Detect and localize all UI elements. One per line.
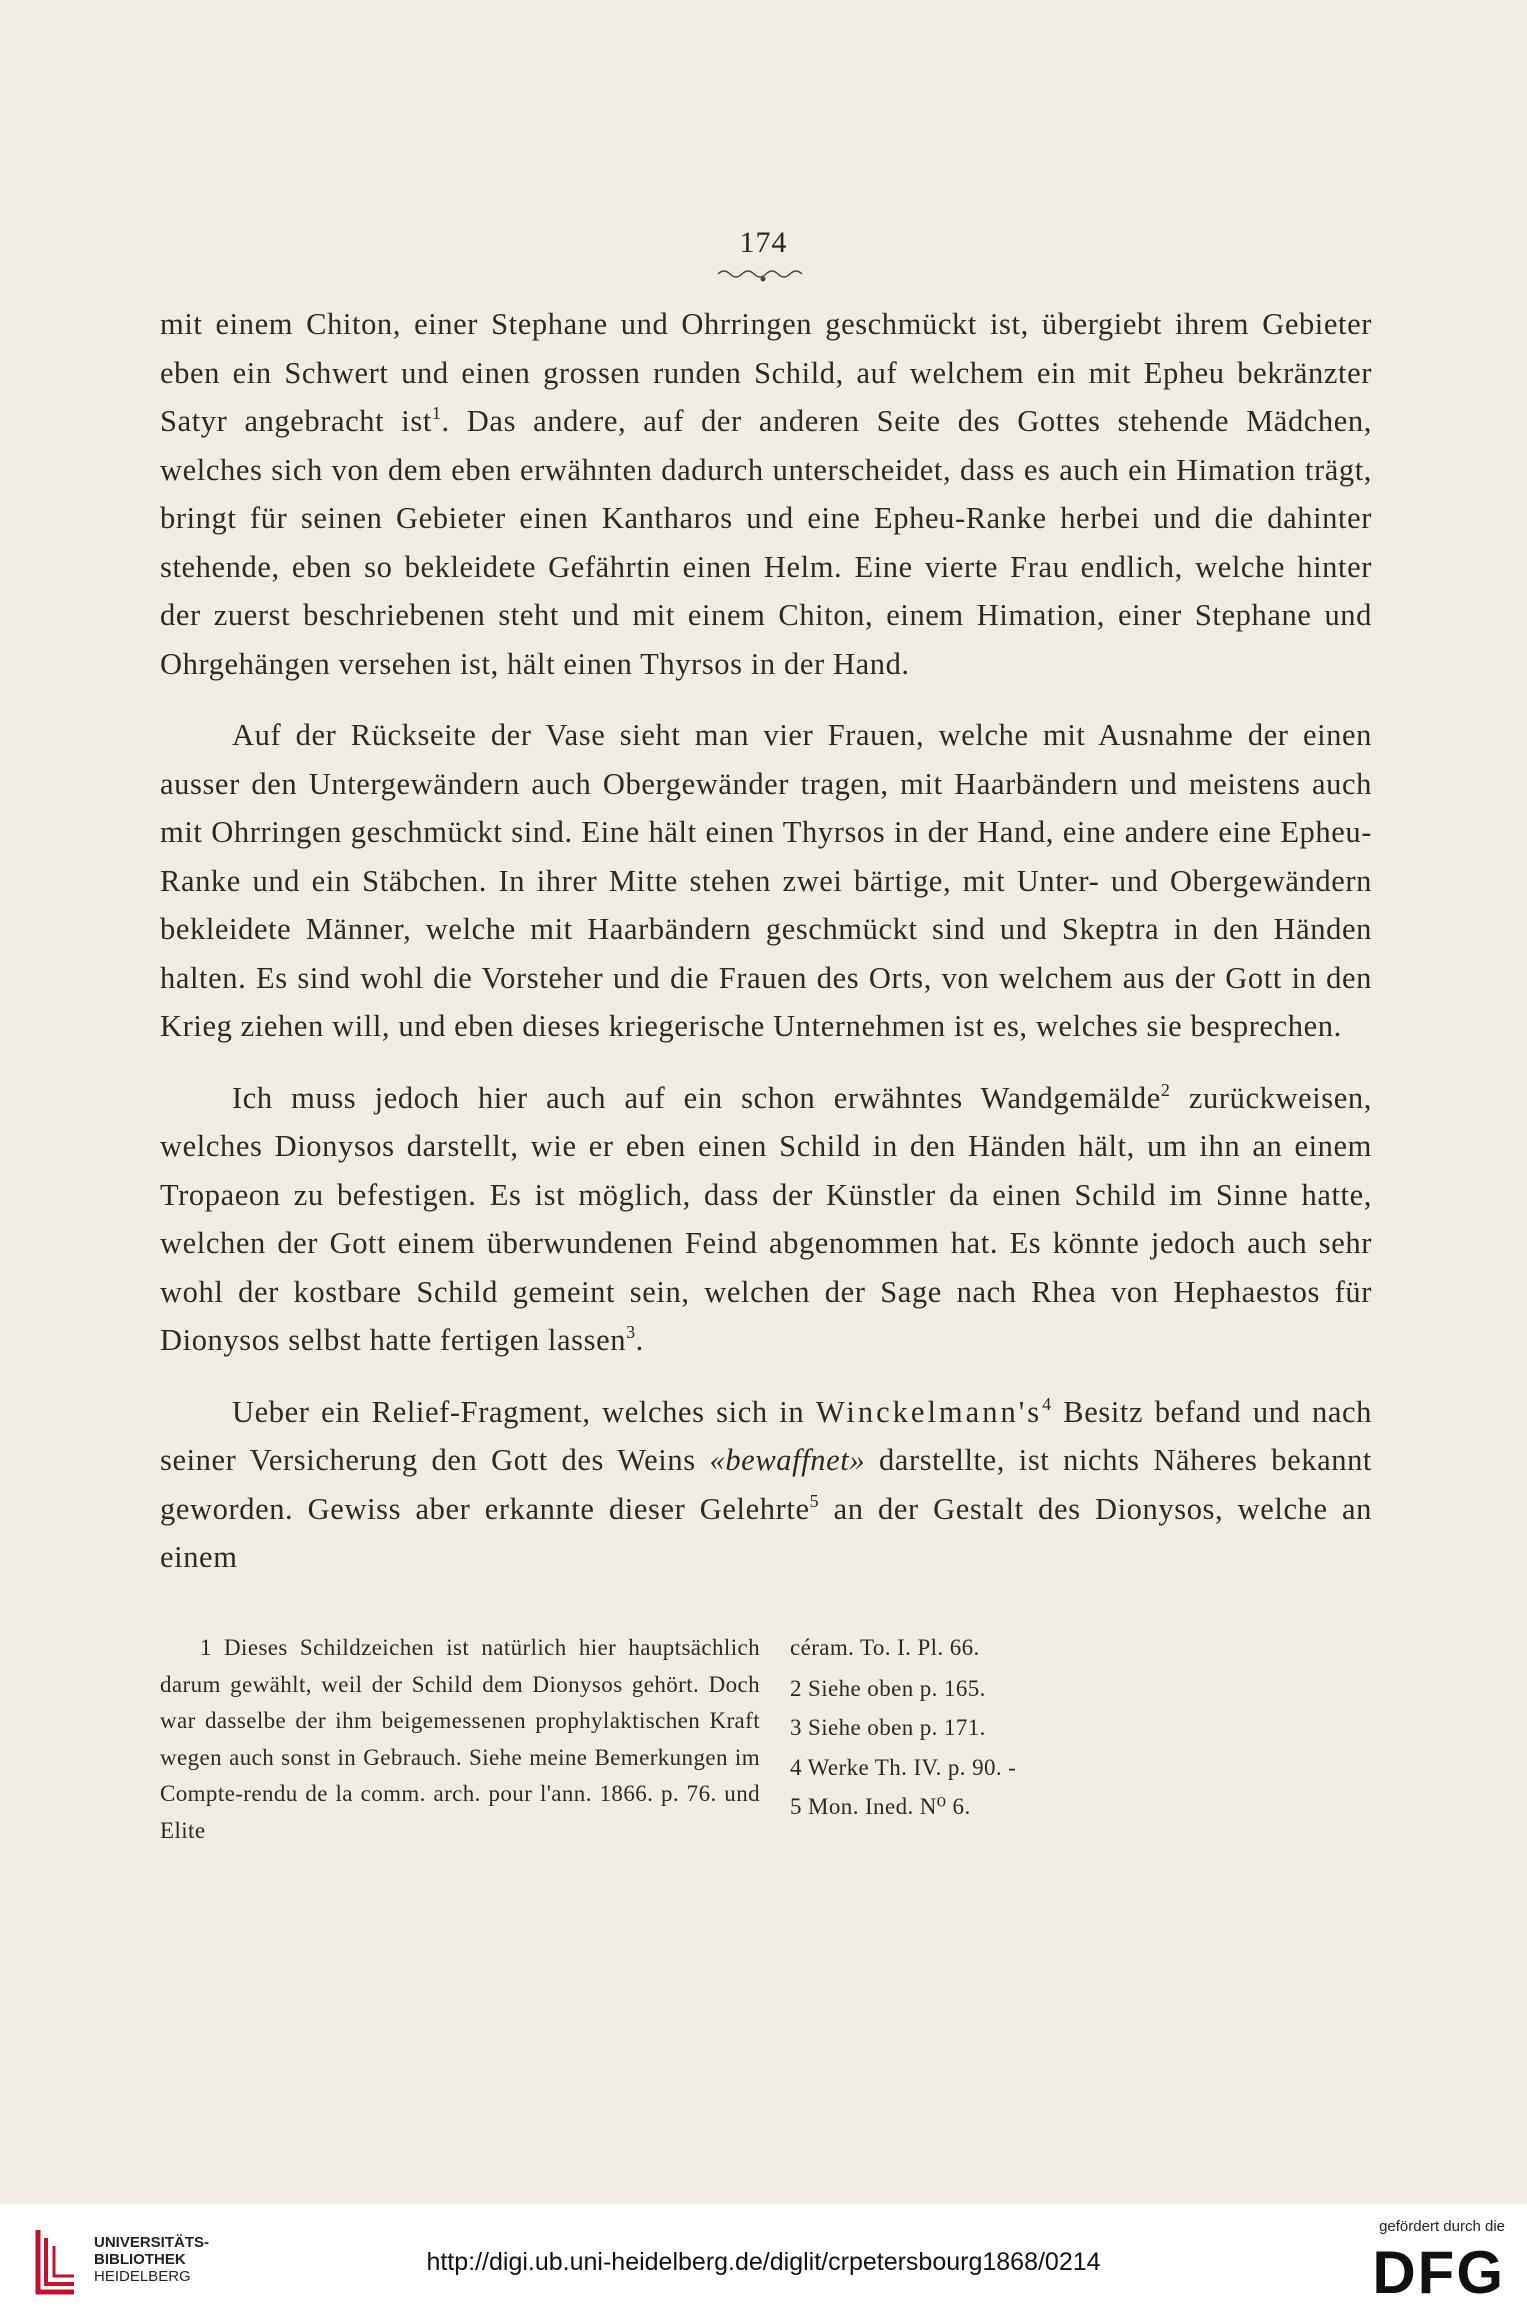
paragraph-1: [160, 300, 1372, 688]
funded-by-label: gefördert durch die: [1379, 2218, 1505, 2235]
footnote-marker: 3: [626, 1322, 636, 1342]
spaced-name: Winckelmann's: [815, 1394, 1043, 1429]
paragraph-2: [160, 711, 1372, 1051]
main-text: [160, 300, 1372, 1605]
footnote-column-right: [790, 1630, 1270, 1829]
text-run: . Das andere, auf der anderen Seite des Gottes stehende Mädchen, welches sich von dem eben erwähnten dadurch unterscheidet, dass es auch ein Himation trägt, bringt für seinen Gebieter einen Kantharos und eine Epheu-Ranke herbei und die dahinter stehende, eben so bekleidete Gefährtin einen Helm. Eine vierte Frau endlich, welche hinter der zuerst beschriebenen steht und mit einem Chiton, einem Himation, einer Stephane und Ohrgehängen versehen ist, hält einen Thyrsos in der Hand.: [160, 404, 1372, 681]
ornament-flourish: [708, 262, 818, 284]
viewer-footer: [0, 2204, 1527, 2317]
footnote-3: 3 Siehe oben p. 171.: [790, 1715, 986, 1740]
text-run: zurückweisen, welches Dionysos darstellt, wie er eben einen Schild in den Händen hält, um ihn an einem Tropaeon zu befestigen. Es ist möglich, dass der Künstler da einen Schild im Sinne hatte, welchen der Gott einem überwundenen Feind abgenommen hat. Es könnte jedoch auch sehr wohl der kostbare Schild gemeint sein, welchen der Sage nach Rhea von Hephaestos für Dionysos selbst hatte fertigen lassen: [160, 1080, 1372, 1357]
document-url-link[interactable]: http://digi.ub.uni-heidelberg.de/diglit/crpetersbourg1868/0214: [426, 2248, 1101, 2276]
footnote-4: 4 Werke Th. IV. p. 90. -: [790, 1754, 1017, 1780]
text-run: darstellte, ist nichts Näheres bekannt geworden. Gewiss aber erkannte dieser Gelehrte: [160, 1443, 1372, 1526]
footnote-marker: 5: [809, 1490, 820, 1511]
text-run: an der Gestalt des Dionysos, welche an einem: [160, 1491, 1373, 1574]
paragraph-4: [160, 1388, 1372, 1582]
text-run: Ich muss jedoch hier auch auf ein schon erwähntes Wandgemälde: [232, 1080, 1161, 1115]
footnote-marker: 4: [1042, 1393, 1052, 1414]
text-run: mit einem Chiton, einer Stephane und Ohrringen geschmückt ist, übergiebt ihrem Gebieter eben ein Schwert und einen grossen runden Schild, auf welchem ein mit Epheu bekränzter Satyr angebracht ist: [160, 307, 1372, 438]
footnote-marker: 1: [431, 403, 442, 423]
dfg-logo[interactable]: DFG: [1372, 2239, 1505, 2306]
footnote-column-left: [160, 1630, 760, 1849]
library-name-line-3: HEIDELBERG: [94, 2268, 191, 2285]
text-run: Auf der Rückseite der Vase sieht man vier Frauen, welche mit Ausnahme der einen ausser den Untergewändern auch Obergewänder tragen, mit Haarbändern und meistens auch mit Ohrringen geschmückt sind. Eine hält einen Thyrsos in der Hand, eine andere eine Epheu-Ranke und ein Stäbchen. In ihrer Mitte stehen zwei bärtige, mit Unter- und Obergewändern bekleidete Männer, welche mit Haarbändern geschmückt sind und Skeptra in den Händen halten. Es sind wohl die Vorsteher und die Frauen des Orts, von welchem aus der Gott in den Krieg ziehen will, und eben dieses kriegerische Unternehmen ist es, welches sie besprechen.: [160, 718, 1372, 1043]
footnote-2: 2 Siehe oben p. 165.: [790, 1675, 986, 1701]
footnotes: [160, 1630, 1370, 1890]
italic-text: «bewaffnet»: [709, 1443, 866, 1477]
footnote-marker: 2: [1160, 1079, 1171, 1100]
text-run: .: [635, 1323, 644, 1357]
text-run: Ueber ein Relief-Fragment, welches sich in: [232, 1394, 816, 1429]
footnote-1: 1 Dieses Schildzeichen ist natürlich hier hauptsächlich darum gewählt, weil der Schild dem Dionysos gehört. Doch war dasselbe der ihm beigemessenen prophylaktischen Kraft wegen auch sonst in Gebrauch. Siehe meine Bemerkungen im Compte-rendu de la comm. arch. pour l'ann. 1866. p. 76. und Elite: [160, 1635, 760, 1843]
library-name-line-2: BIBLIOTHEK: [94, 2251, 186, 2268]
paragraph-3: [160, 1074, 1372, 1365]
library-name-line-1: UNIVERSITÄTS-: [94, 2234, 210, 2251]
page-number: 174: [739, 226, 788, 259]
footnote-5: 5 Mon. Ined. N⁰ 6.: [790, 1794, 971, 1819]
footnote-1-continuation: céram. To. I. Pl. 66.: [790, 1635, 980, 1660]
text-run: Besitz befand und nach seiner Versicherung den Gott des Weins: [160, 1394, 1373, 1477]
